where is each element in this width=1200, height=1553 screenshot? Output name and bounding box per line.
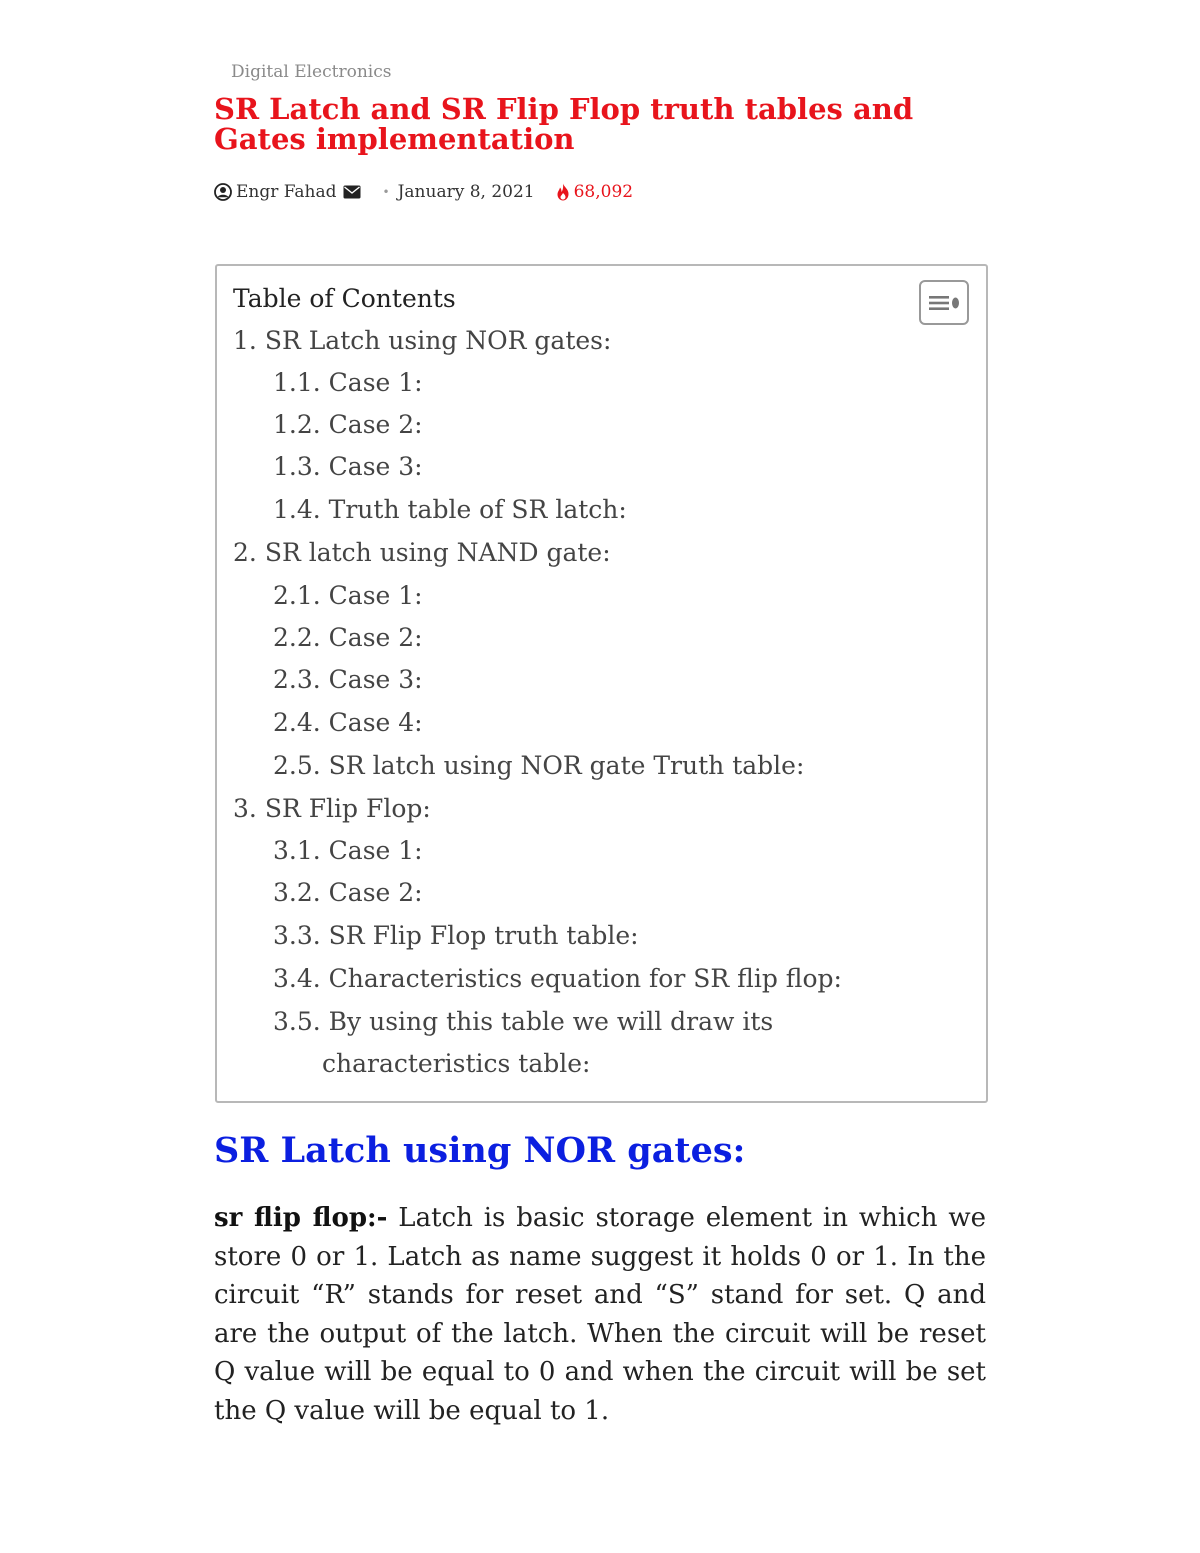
toc-item[interactable]: 3. SR Flip Flop: xyxy=(233,794,431,823)
lead-term: sr flip flop:- xyxy=(214,1203,388,1233)
toc-item[interactable]: 2.5. SR latch using NOR gate Truth table: xyxy=(273,751,805,780)
post-meta xyxy=(214,182,633,202)
view-count: 68,092 xyxy=(573,182,634,202)
toc-item[interactable]: 1.2. Case 2: xyxy=(273,410,423,439)
toc-item[interactable]: 1.3. Case 3: xyxy=(273,452,423,481)
toc-item-continuation[interactable]: characteristics table: xyxy=(322,1049,591,1078)
toc-item[interactable]: 3.2. Case 2: xyxy=(273,878,423,907)
author-name[interactable]: Engr Fahad xyxy=(236,182,337,202)
toc-item[interactable]: 3.3. SR Flip Flop truth table: xyxy=(273,921,639,950)
toc-item[interactable]: 1.1. Case 1: xyxy=(273,368,423,397)
toc-item[interactable]: 3.1. Case 1: xyxy=(273,836,423,865)
section-heading: SR Latch using NOR gates: xyxy=(214,1130,746,1171)
category-label[interactable]: Digital Electronics xyxy=(231,62,392,82)
user-icon xyxy=(214,183,232,201)
body-paragraph xyxy=(214,1199,986,1430)
envelope-icon[interactable] xyxy=(343,185,361,199)
fire-icon xyxy=(555,183,571,201)
toc-item[interactable]: 2.3. Case 3: xyxy=(273,665,423,694)
toc-toggle-button[interactable] xyxy=(919,280,969,325)
toc-item[interactable]: 1.4. Truth table of SR latch: xyxy=(273,495,627,524)
toc-item[interactable]: 2.4. Case 4: xyxy=(273,708,423,737)
toc-item[interactable]: 1. SR Latch using NOR gates: xyxy=(233,326,612,355)
page-title: SR Latch and SR Flip Flop truth tables and Gates implementation xyxy=(214,92,914,156)
toc-item[interactable]: 3.5. By using this table we will draw its xyxy=(273,1007,774,1036)
list-toggle-icon xyxy=(927,292,961,314)
toc-title: Table of Contents xyxy=(233,284,456,313)
toc-item[interactable]: 2.2. Case 2: xyxy=(273,623,423,652)
post-date: January 8, 2021 xyxy=(397,182,535,202)
separator-dot: • xyxy=(382,185,390,199)
toc-item[interactable]: 3.4. Characteristics equation for SR flip flop: xyxy=(273,964,842,993)
toc-item[interactable]: 2. SR latch using NAND gate: xyxy=(233,538,611,567)
toc-item[interactable]: 2.1. Case 1: xyxy=(273,581,423,610)
paragraph-text: Latch is basic storage element in which we store 0 or 1. Latch as name suggest it holds 0 or 1. In the circuit “R” stands for reset and “S” stand for set. Q and are the output of the latch. When the circuit will be reset Q value will be equal to 0 and when the circuit will be set the Q value will be equal to 1. xyxy=(214,1203,987,1426)
table-of-contents xyxy=(215,264,988,1103)
